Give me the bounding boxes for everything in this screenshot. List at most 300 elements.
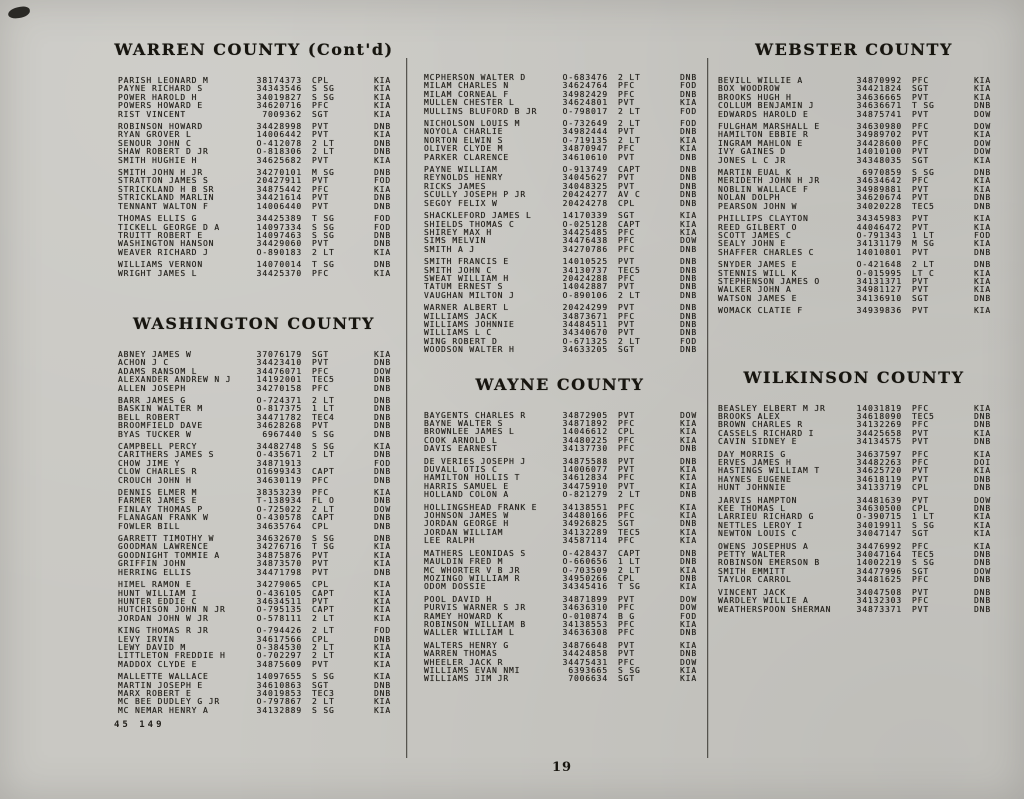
- serial-cell: 14097463: [256, 230, 302, 240]
- rank-cell: PVT: [312, 239, 329, 249]
- status-cell: DOW: [974, 566, 991, 576]
- name-cell: STEPHENSON JAMES O: [718, 276, 820, 286]
- serial-cell: 34270786: [562, 244, 608, 254]
- status-cell: DNB: [680, 311, 697, 321]
- casualty-row: [112, 661, 396, 669]
- name-cell: LITTLETON FREDDIE H: [118, 651, 226, 661]
- serial-cell: 38353239: [256, 488, 302, 498]
- serial-cell: 14010100: [856, 147, 902, 157]
- serial-cell: 34047164: [856, 550, 902, 560]
- casualty-row: [112, 569, 396, 577]
- casualty-row: [418, 537, 702, 545]
- name-cell: CASSELS RICHARD I: [718, 428, 815, 438]
- name-cell: MILAM CHARLES N: [424, 81, 509, 91]
- rank-cell: PVT: [912, 474, 929, 484]
- entry-group: [112, 489, 396, 531]
- rank-cell: PFC: [912, 596, 929, 606]
- county-section: [112, 314, 396, 715]
- name-cell: BROOKS HUGH H: [718, 92, 792, 102]
- column-middle: [418, 40, 702, 688]
- serial-cell: 34132889: [256, 705, 302, 715]
- rank-cell: S SG: [618, 665, 641, 675]
- serial-cell: 7006634: [568, 674, 608, 684]
- casualty-row: [418, 445, 702, 453]
- status-cell: KIA: [974, 130, 991, 140]
- name-cell: FULGHAM MARSHALL E: [718, 122, 820, 132]
- name-cell: WILLIAMS JOHNNIE: [424, 319, 515, 329]
- status-cell: KIA: [680, 227, 697, 237]
- name-cell: JOHNSON JAMES W: [424, 511, 509, 521]
- name-cell: MAULDIN FRED M: [424, 557, 504, 567]
- rank-cell: PVT: [912, 587, 929, 597]
- serial-cell: O-660656: [562, 557, 608, 567]
- serial-cell: 34270158: [256, 383, 302, 393]
- name-cell: TRUITT ROBERT E: [118, 230, 203, 240]
- name-cell: MC BEE DUDLEY G JR: [118, 697, 220, 707]
- name-cell: POOL DAVID H: [424, 594, 492, 604]
- serial-cell: O-412078: [256, 138, 302, 148]
- serial-cell: 34428600: [856, 138, 902, 148]
- name-cell: WARREN THOMAS: [424, 649, 498, 659]
- serial-cell: O-435671: [256, 450, 302, 460]
- status-cell: KIA: [374, 349, 391, 359]
- serial-cell: O-010874: [562, 611, 608, 621]
- name-cell: DE VERIES JOSEPH J: [424, 456, 526, 466]
- rank-cell: PVT: [312, 567, 329, 577]
- rank-cell: SGT: [618, 211, 635, 221]
- entry-group: [418, 550, 702, 592]
- rank-cell: LT C: [912, 268, 935, 278]
- name-cell: SEALY JOHN E: [718, 239, 786, 249]
- scan-artifact-mark: [7, 6, 30, 20]
- rank-cell: FL O: [312, 496, 335, 506]
- serial-cell: O-818306: [256, 147, 302, 157]
- casualty-row: [418, 108, 702, 116]
- serial-cell: O-719135: [562, 135, 608, 145]
- name-cell: OLIVER CLYDE M: [424, 144, 504, 154]
- serial-cell: 34875741: [856, 109, 902, 119]
- name-cell: ABNEY JAMES W: [118, 349, 192, 359]
- rank-cell: PVT: [312, 155, 329, 165]
- name-cell: SNYDER JAMES E: [718, 260, 798, 270]
- serial-cell: 34048325: [562, 181, 608, 191]
- status-cell: DNB: [974, 575, 991, 585]
- name-cell: SHAW ROBERT D JR: [118, 147, 209, 157]
- rank-cell: PFC: [618, 81, 635, 91]
- status-cell: DNB: [974, 420, 991, 430]
- name-cell: POWER HAROLD H: [118, 92, 198, 102]
- name-cell: SHIREY MAX H: [424, 227, 492, 237]
- name-cell: WARDLEY WILLIE A: [718, 596, 809, 606]
- serial-cell: 34989881: [856, 184, 902, 194]
- rank-cell: PFC: [618, 473, 635, 483]
- serial-cell: 14192001: [256, 375, 302, 385]
- name-cell: FLANAGAN FRANK W: [118, 513, 209, 523]
- rank-cell: PVT: [912, 604, 929, 614]
- entry-group: [712, 543, 996, 585]
- name-cell: JORDAN GEORGE H: [424, 519, 509, 529]
- name-cell: BROWNLEE JAMES L: [424, 427, 515, 437]
- status-cell: KIA: [680, 465, 697, 475]
- county-header: WEBSTER COUNTY: [755, 40, 953, 59]
- casualty-row: [112, 270, 396, 278]
- serial-cell: 34136910: [856, 293, 902, 303]
- serial-cell: 34428998: [256, 122, 302, 132]
- serial-cell: 20427911: [256, 176, 302, 186]
- name-cell: GOODMAN LAWRENCE: [118, 542, 209, 552]
- status-cell: KIA: [974, 92, 991, 102]
- rank-cell: PVT: [312, 130, 329, 140]
- rank-cell: PFC: [618, 536, 635, 546]
- rank-cell: S SG: [912, 168, 935, 178]
- rank-cell: PFC: [912, 575, 929, 585]
- name-cell: SMITH HUGHIE H: [118, 155, 198, 165]
- entry-group: [712, 169, 996, 211]
- rank-cell: CAPT: [312, 467, 335, 477]
- status-cell: DNB: [374, 475, 391, 485]
- rank-cell: PVT: [618, 640, 635, 650]
- serial-cell: O-791343: [856, 230, 902, 240]
- serial-cell: 34045627: [562, 173, 608, 183]
- status-cell: DNB: [680, 519, 697, 529]
- status-cell: KIA: [680, 511, 697, 521]
- name-cell: SHACKLEFORD JAMES L: [424, 211, 532, 221]
- name-cell: SWEAT WILLIAM H: [424, 273, 509, 283]
- rank-cell: 2 LT: [618, 119, 641, 129]
- entry-group: [112, 443, 396, 485]
- rank-cell: PVT: [312, 176, 329, 186]
- serial-cell: O-421648: [856, 260, 902, 270]
- status-cell: FOD: [680, 81, 697, 91]
- serial-cell: 34475910: [562, 481, 608, 491]
- rank-cell: PFC: [618, 619, 635, 629]
- name-cell: SMITH A J: [424, 244, 475, 254]
- name-cell: HAMILTON HOLLIS T: [424, 473, 521, 483]
- rank-cell: 2 LT: [618, 290, 641, 300]
- status-cell: FOD: [680, 106, 697, 116]
- rank-cell: 2 LT: [618, 490, 641, 500]
- serial-cell: 14031819: [856, 403, 902, 413]
- entry-group: [112, 215, 396, 257]
- rank-cell: 2 LT: [312, 613, 335, 623]
- rank-cell: 2 LT: [312, 147, 335, 157]
- status-cell: KIA: [374, 268, 391, 278]
- name-cell: VAUGHAN MILTON J: [424, 290, 515, 300]
- serial-cell: 34872905: [562, 410, 608, 420]
- status-cell: KIA: [374, 550, 391, 560]
- rank-cell: PVT: [618, 410, 635, 420]
- rank-cell: CPL: [312, 634, 329, 644]
- name-cell: WEATHERSPOON SHERMAN: [718, 604, 832, 614]
- name-cell: TAYLOR CARROL: [718, 575, 792, 585]
- serial-cell: O-724371: [256, 395, 302, 405]
- entry-group: [712, 451, 996, 493]
- serial-cell: O-798017: [562, 106, 608, 116]
- rank-cell: 2 LT: [312, 450, 335, 460]
- status-cell: KIA: [974, 176, 991, 186]
- name-cell: NORTON ELWIN S: [424, 135, 504, 145]
- rank-cell: PFC: [618, 244, 635, 254]
- serial-cell: 20424299: [562, 303, 608, 313]
- name-cell: JARVIS HAMPTON: [718, 495, 798, 505]
- rank-cell: S SG: [912, 558, 935, 568]
- status-cell: KIA: [974, 541, 991, 551]
- serial-cell: 34630980: [856, 122, 902, 132]
- status-cell: DNB: [374, 383, 391, 393]
- status-cell: DOW: [680, 594, 697, 604]
- status-cell: DNB: [974, 260, 991, 270]
- name-cell: GARRETT TIMOTHY W: [118, 534, 215, 544]
- rank-cell: 1 LT: [312, 404, 335, 414]
- entry-group: [418, 596, 702, 638]
- name-cell: INGRAM MAHLON E: [718, 138, 803, 148]
- name-cell: PETTY WALTER: [718, 550, 786, 560]
- casualty-row: [418, 200, 702, 208]
- serial-cell: 34429060: [256, 239, 302, 249]
- name-cell: WILLIAMS JIM JR: [424, 674, 509, 684]
- status-cell: DNB: [680, 282, 697, 292]
- status-cell: DNB: [374, 239, 391, 249]
- rank-cell: PVT: [312, 421, 329, 431]
- status-cell: KIA: [680, 674, 697, 684]
- rank-cell: CAPT: [618, 548, 641, 558]
- status-cell: KIA: [680, 481, 697, 491]
- serial-cell: 34926825: [562, 519, 608, 529]
- name-cell: SMITH FRANCIS E: [424, 257, 509, 267]
- name-cell: SHIELDS THOMAS C: [424, 219, 515, 229]
- serial-cell: O-430578: [256, 513, 302, 523]
- casualty-row: [418, 583, 702, 591]
- casualty-row: [418, 675, 702, 683]
- county-header: WILKINSON COUNTY: [743, 367, 965, 387]
- rank-cell: SGT: [912, 84, 929, 94]
- casualty-row: [712, 576, 996, 584]
- rank-cell: CPL: [312, 76, 329, 85]
- serial-cell: 6967440: [262, 429, 302, 439]
- status-cell: DNB: [680, 198, 697, 208]
- name-cell: MARTIN EUAL K: [718, 168, 792, 178]
- rank-cell: PFC: [312, 488, 329, 498]
- status-cell: DOW: [680, 236, 697, 246]
- rank-cell: SGT: [912, 529, 929, 539]
- serial-cell: 34873671: [562, 311, 608, 321]
- name-cell: PAYNE WILLIAM: [424, 165, 498, 175]
- serial-cell: 34425658: [856, 428, 902, 438]
- status-cell: KIA: [680, 582, 697, 592]
- rank-cell: CPL: [618, 198, 635, 208]
- status-cell: DNB: [680, 319, 697, 329]
- rank-cell: PVT: [312, 550, 329, 560]
- serial-cell: 34950266: [562, 573, 608, 583]
- name-cell: NICHOLSON LOUIS M: [424, 119, 521, 129]
- name-cell: BYAS TUCKER W: [118, 429, 192, 439]
- serial-cell: 20424277: [562, 190, 608, 200]
- rank-cell: TEC3: [312, 688, 335, 698]
- status-cell: DNB: [680, 190, 697, 200]
- status-cell: KIA: [974, 512, 991, 522]
- serial-cell: 34875609: [256, 659, 302, 669]
- status-cell: KIA: [680, 565, 697, 575]
- casualty-row: [112, 111, 396, 119]
- name-cell: CHOW JIME Y: [118, 458, 181, 468]
- serial-cell: 34482263: [856, 458, 902, 467]
- casualty-row: [712, 530, 996, 538]
- name-cell: NOYOLA CHARLIE: [424, 127, 504, 137]
- status-cell: DNB: [974, 293, 991, 303]
- name-cell: DAVIS EARNEST: [424, 444, 498, 454]
- name-cell: WOODSON WALTER H: [424, 345, 515, 355]
- entry-group: [418, 412, 702, 454]
- rank-cell: 2 LT: [312, 642, 335, 652]
- rank-cell: SGT: [312, 680, 329, 690]
- name-cell: GOODNIGHT TOMMIE A: [118, 550, 220, 560]
- rank-cell: 2 LT: [618, 73, 641, 82]
- entry-group: [112, 627, 396, 669]
- serial-cell: 34876648: [562, 640, 608, 650]
- name-cell: WILLIAMS VERNON: [118, 260, 203, 270]
- status-cell: DNB: [680, 165, 697, 175]
- serial-cell: O-683476: [562, 73, 608, 82]
- name-cell: MERIDETH JOHN H JR: [718, 176, 820, 186]
- status-cell: DNB: [374, 450, 391, 460]
- rank-cell: PVT: [312, 201, 329, 211]
- rank-cell: PVT: [912, 147, 929, 157]
- status-cell: KIA: [374, 184, 391, 194]
- serial-cell: O-015995: [856, 268, 902, 278]
- rank-cell: 2 LT: [912, 260, 935, 270]
- serial-cell: 34138551: [562, 502, 608, 512]
- status-cell: DNB: [974, 474, 991, 484]
- casualty-row: [112, 431, 396, 439]
- status-cell: DNB: [374, 138, 391, 148]
- rank-cell: 2 LT: [618, 336, 641, 346]
- name-cell: COOK ARNOLD L: [424, 435, 498, 445]
- name-cell: POWERS HOWARD E: [118, 101, 203, 111]
- serial-cell: 34424858: [562, 649, 608, 659]
- rank-cell: PFC: [618, 502, 635, 512]
- status-cell: DNB: [974, 168, 991, 178]
- rank-cell: SGT: [912, 293, 929, 303]
- serial-cell: 34587114: [562, 536, 608, 546]
- rank-cell: PVT: [912, 276, 929, 286]
- name-cell: KEE THOMAS L: [718, 504, 786, 514]
- status-cell: FOD: [374, 458, 391, 468]
- name-cell: SCOTT JAMES C: [718, 230, 792, 240]
- serial-cell: 34630119: [256, 475, 302, 485]
- name-cell: WALTERS HENRY G: [424, 640, 509, 650]
- rank-cell: 1 LT: [618, 557, 641, 567]
- serial-cell: 34871913: [256, 458, 302, 468]
- rank-cell: PVT: [618, 465, 635, 475]
- name-cell: MARX ROBERT E: [118, 688, 192, 698]
- status-cell: KIA: [680, 135, 697, 145]
- status-cell: KIA: [974, 285, 991, 295]
- serial-cell: 34480225: [562, 435, 608, 445]
- rank-cell: TEC4: [312, 412, 335, 422]
- serial-cell: O1699343: [256, 467, 302, 477]
- county-header: WAYNE COUNTY: [475, 374, 645, 394]
- serial-cell: 34425485: [562, 227, 608, 237]
- serial-cell: 34871892: [562, 419, 608, 428]
- status-cell: DNB: [680, 345, 697, 355]
- casualty-row: [418, 346, 702, 354]
- rank-cell: S SG: [312, 230, 335, 240]
- casualty-row: [712, 606, 996, 614]
- serial-cell: 14006077: [562, 465, 608, 475]
- status-cell: DNB: [680, 73, 697, 82]
- name-cell: WOMACK CLATIE F: [718, 306, 803, 316]
- status-cell: DNB: [374, 230, 391, 240]
- casualty-row: [112, 707, 396, 715]
- serial-cell: 14097655: [256, 672, 302, 682]
- serial-cell: 34475431: [562, 657, 608, 667]
- status-cell: DNB: [680, 628, 697, 638]
- status-cell: KIA: [974, 222, 991, 232]
- name-cell: LARRIEU RICHARD G: [718, 512, 815, 522]
- entry-group: [712, 307, 996, 315]
- serial-cell: 14010525: [562, 257, 608, 267]
- rank-cell: T SG: [312, 214, 335, 224]
- serial-cell: 34636308: [562, 628, 608, 638]
- status-cell: DNB: [374, 534, 391, 544]
- rank-cell: PVT: [618, 649, 635, 659]
- entry-group: [418, 74, 702, 116]
- rank-cell: PVT: [312, 559, 329, 569]
- serial-cell: 34871899: [562, 594, 608, 604]
- rank-cell: PFC: [618, 444, 635, 454]
- rank-cell: PVT: [912, 130, 929, 140]
- status-cell: DNB: [680, 444, 697, 454]
- status-cell: KIA: [974, 155, 991, 165]
- rank-cell: PVT: [618, 127, 635, 137]
- serial-cell: 34610863: [256, 680, 302, 690]
- rank-cell: SGT: [912, 566, 929, 576]
- status-cell: DOW: [974, 138, 991, 148]
- status-cell: DNB: [374, 521, 391, 531]
- name-cell: SMITH EMMITT: [718, 566, 786, 576]
- name-cell: SIMS MELVIN: [424, 236, 487, 246]
- rank-cell: PVT: [618, 152, 635, 162]
- rank-cell: T SG: [618, 582, 641, 592]
- casualty-row: [112, 203, 396, 211]
- name-cell: PAYNE RICHARD S: [118, 84, 203, 94]
- rank-cell: PVT: [912, 92, 929, 102]
- rank-cell: M SG: [912, 239, 935, 249]
- rank-cell: PFC: [618, 511, 635, 521]
- rank-cell: CAPT: [312, 513, 335, 523]
- status-cell: DNB: [974, 247, 991, 257]
- name-cell: BAYGENTS CHARLES R: [424, 410, 526, 420]
- name-cell: LEVY IRVIN: [118, 634, 175, 644]
- name-cell: JORDAN JOHN W JR: [118, 613, 209, 623]
- rank-cell: M SG: [312, 168, 335, 178]
- name-cell: TICKELL GEORGE D A: [118, 222, 220, 232]
- status-cell: KIA: [374, 596, 391, 606]
- status-cell: KIA: [974, 466, 991, 476]
- casualty-row: [112, 249, 396, 257]
- status-cell: KIA: [680, 619, 697, 629]
- serial-cell: O-794426: [256, 626, 302, 636]
- status-cell: DNB: [374, 122, 391, 132]
- status-cell: KIA: [974, 268, 991, 278]
- name-cell: HUNT JOHNNIE: [718, 483, 786, 493]
- rank-cell: PVT: [912, 437, 929, 447]
- name-cell: ALEXANDER ANDREW N J: [118, 375, 232, 385]
- serial-cell: 37076179: [256, 349, 302, 359]
- status-cell: FOD: [680, 336, 697, 346]
- status-cell: KIA: [974, 520, 991, 530]
- name-cell: WILLIAMS EVAN NMI: [424, 665, 521, 675]
